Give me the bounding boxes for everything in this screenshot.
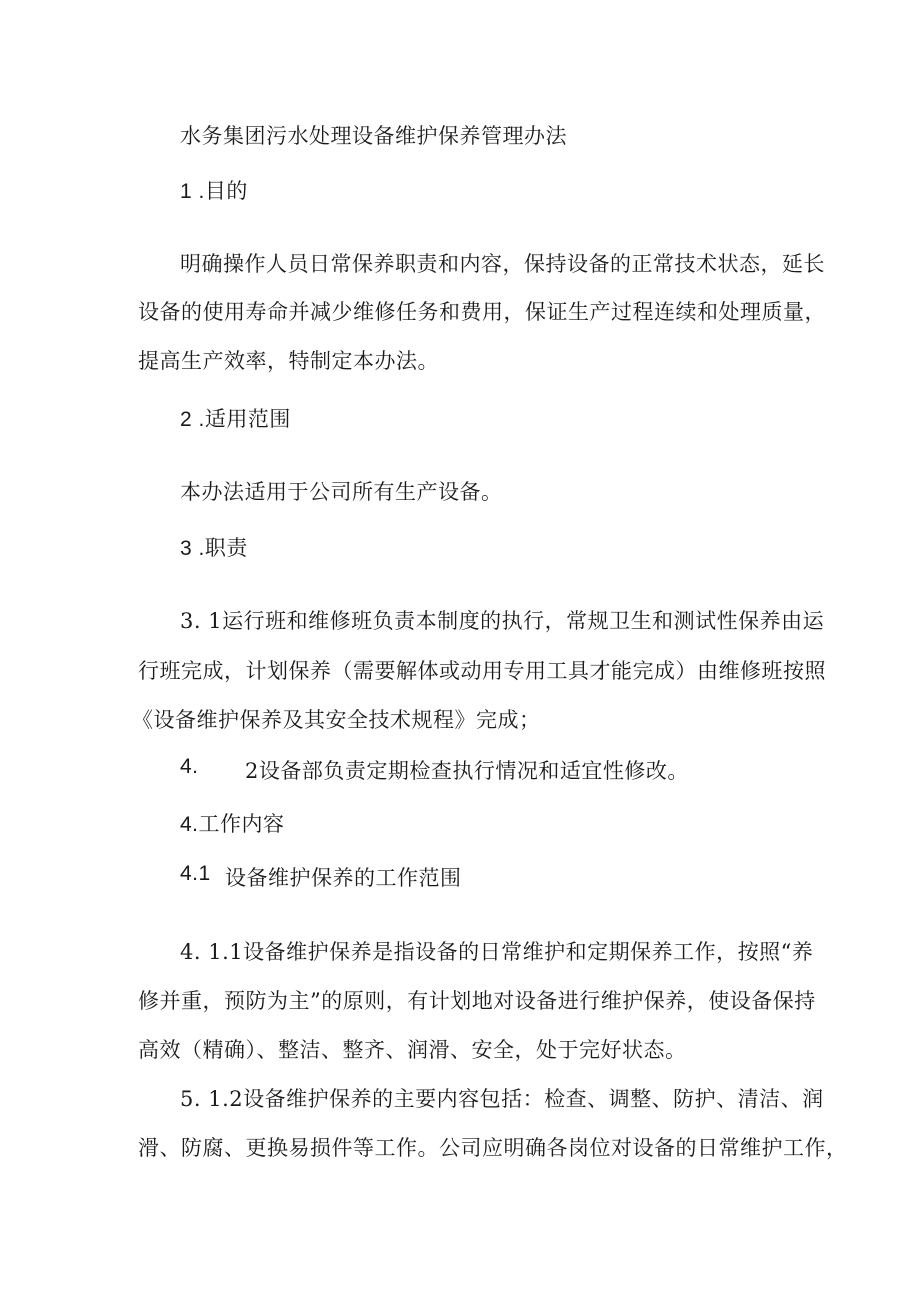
- list-text: 2设备部负责定期检查执行情况和适宜性修改。: [245, 759, 689, 783]
- paragraph-line: 滑、防腐、更换易损件等工作。公司应明确各岗位对设备的日常维护工作，: [138, 1136, 848, 1160]
- paragraph-line: 4. 1.1设备维护保养是指设备的日常维护和定期保养工作，按照“养: [180, 940, 814, 964]
- subsection-number: 4.1: [180, 862, 211, 885]
- subsection-title: 设备维护保养的工作范围: [225, 866, 462, 890]
- section-heading-duties: 3 .职责: [180, 537, 248, 560]
- paragraph-line: 明确操作人员日常保养职责和内容，保持设备的正常技术状态，延长: [180, 252, 825, 276]
- paragraph-line: 3. 1运行班和维修班负责本制度的执行，常规卫生和测试性保养由运: [180, 609, 825, 633]
- paragraph-line: 设备的使用寿命并减少维修任务和费用，保证生产过程连续和处理质量，: [138, 300, 826, 324]
- paragraph-line: 行班完成，计划保养（需要解体或动用专用工具才能完成）由维修班按照: [138, 659, 826, 683]
- section-heading-scope: 2 .适用范围: [180, 408, 291, 431]
- paragraph-line: 本办法适用于公司所有生产设备。: [180, 480, 503, 504]
- paragraph-line: 5. 1.2设备维护保养的主要内容包括：检查、调整、防护、清洁、润: [180, 1087, 824, 1111]
- paragraph-line: 《设备维护保养及其安全技术规程》完成；: [132, 708, 541, 732]
- paragraph-line: 高效（精确）、整洁、整齐、润滑、安全，处于完好状态。: [138, 1038, 687, 1062]
- paragraph-line: 提高生产效率，特制定本办法。: [138, 349, 439, 373]
- section-heading-work-content: 4.工作内容: [180, 813, 285, 836]
- paragraph-line: 修并重，预防为主”的原则，有计划地对设备进行维护保养，使设备保持: [138, 989, 816, 1013]
- document-title: 水务集团污水处理设备维护保养管理办法: [180, 124, 567, 148]
- list-number: 4.: [180, 755, 199, 778]
- section-heading-purpose: 1 .目的: [180, 180, 248, 203]
